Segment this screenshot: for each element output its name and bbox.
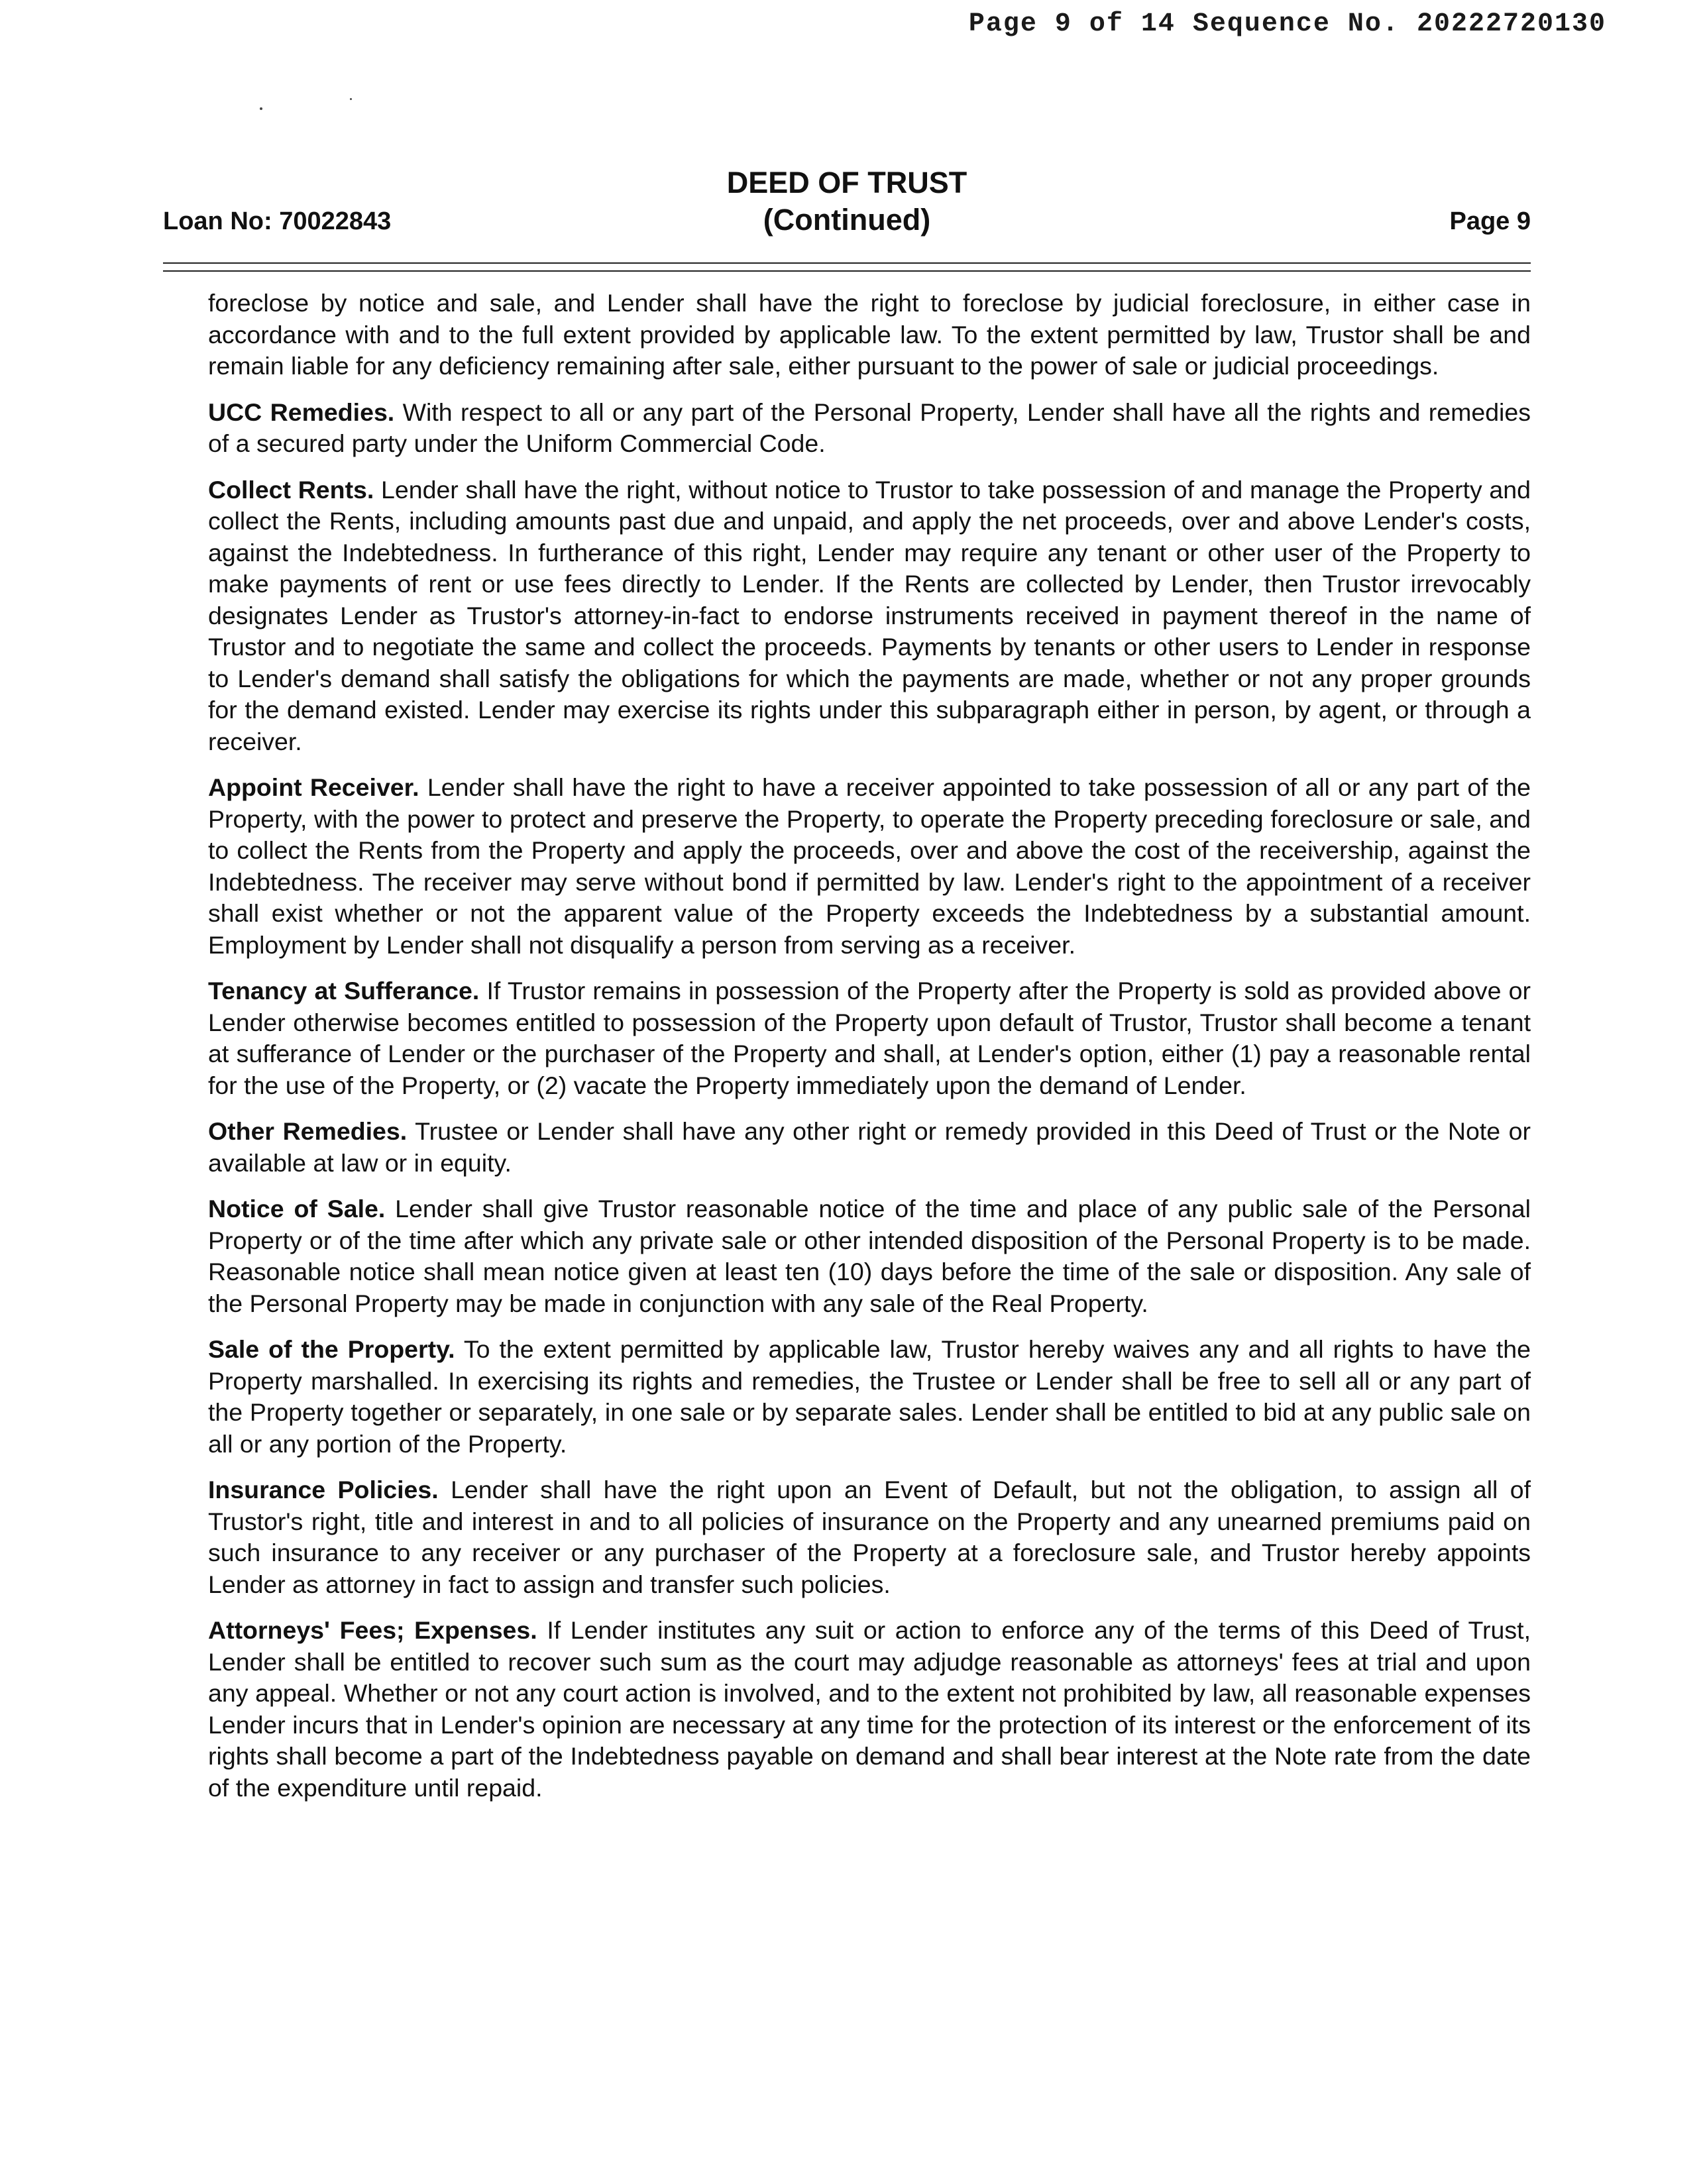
title-line-1: DEED OF TRUST — [726, 166, 967, 199]
paragraph-foreclosure-continued — [208, 288, 1531, 382]
paragraph-text: Trustee or Lender shall have any other right or remedy provided in this Deed of Trust or the Note or available at law or in equity. — [208, 1117, 1531, 1177]
paragraph-notice-of-sale — [208, 1193, 1531, 1319]
document-body — [208, 288, 1531, 1818]
paragraph-ucc-remedies — [208, 397, 1531, 460]
title-line-2: (Continued) — [763, 203, 931, 237]
scan-speck — [350, 98, 352, 100]
paragraph-tenancy-at-sufferance — [208, 975, 1531, 1101]
loan-number: Loan No: 70022843 — [163, 207, 392, 235]
paragraph-heading: Appoint Receiver. — [208, 773, 419, 801]
paragraph-appoint-receiver — [208, 772, 1531, 961]
paragraph-insurance-policies — [208, 1474, 1531, 1600]
paragraph-heading: Attorneys' Fees; Expenses. — [208, 1616, 537, 1644]
paragraph-sale-of-the-property — [208, 1334, 1531, 1460]
paragraph-heading: UCC Remedies. — [208, 398, 395, 426]
header-rule-bottom — [163, 270, 1531, 272]
paragraph-text: Lender shall give Trustor reasonable notice of the time and place of any public sale of the Personal Property or of the time after which any private sale or other intended disposition of the Personal Property is to be made. Reasonable notice shall mean notice given at least ten (10) days before the time of the sale or disposition. Any sale of the Personal Property may be made in conjunction with any sale of the Real Property. — [208, 1195, 1531, 1317]
paragraph-collect-rents — [208, 474, 1531, 758]
paragraph-text: If Trustor remains in possession of the Property after the Property is sold as provided above or Lender otherwise becomes entitled to possession of the Property upon default of Trustor, Trustor shall become a tenant at sufferance of Lender or the purchaser of the Property and shall, at Lender's option, either (1) pay a reasonable rental for the use of the Property, or (2) vacate the Property immediately upon the demand of Lender. — [208, 977, 1531, 1099]
paragraph-text: Lender shall have the right to have a receiver appointed to take possession of all or any part of the Property, with the power to protect and preserve the Property, to operate the Property preceding foreclosure or sale, and to collect the Rents from the Property and apply the proceeds, over and above the cost of the receivership, against the Indebtedness. The receiver may serve without bond if permitted by law. Lender's right to the appointment of a receiver shall exist whether or not the apparent value of the Property exceeds the Indebtedness by a substantial amount. Employment by Lender shall not disqualify a person from serving as a receiver. — [208, 773, 1531, 959]
paragraph-heading: Sale of the Property. — [208, 1335, 455, 1363]
paragraph-text: Lender shall have the right, without notice to Trustor to take possession of and manage the Property and collect the Rents, including amounts past due and unpaid, and apply the net proceeds, over and above Lender's costs, against the Indebtedness. In furtherance of this right, Lender may require any tenant or other user of the Property to make payments of rent or use fees directly to Lender. If the Rents are collected by Lender, then Trustor irrevocably designates Lender as Trustor's attorney-in-fact to endorse instruments received in payment thereof in the name of Trustor and to negotiate the same and collect the proceeds. Payments by tenants or other users to Lender in response to Lender's demand shall satisfy the obligations for which the payments are made, whether or not any proper grounds for the demand existed. Lender may exercise its rights under this subparagraph either in person, by agent, or through a receiver. — [208, 475, 1531, 755]
paragraph-text: foreclose by notice and sale, and Lender shall have the right to foreclose by judicial foreclosure, in either case in accordance with and to the full extent provided by applicable law. To the extent permitted by law, Trustor shall be and remain liable for any deficiency remaining after sale, either pursuant to the power of sale or judicial proceedings. — [208, 289, 1531, 380]
paragraph-text: With respect to all or any part of the Personal Property, Lender shall have all the rights and remedies of a secured party under the Uniform Commercial Code. — [208, 398, 1531, 457]
document-header — [163, 164, 1531, 244]
paragraph-text: If Lender institutes any suit or action to enforce any of the terms of this Deed of Trust, Lender shall be entitled to recover such sum as the court may adjudge reasonable as attorneys' fees at trial and upon any appeal. Whether or not any court action is involved, and to the extent not prohibited by law, all reasonable expenses Lender incurs that in Lender's opinion are necessary at any time for the protection of its interest or the enforcement of its rights shall become a part of the Indebtedness payable on demand and shall bear interest at the Note rate from the date of the expenditure until repaid. — [208, 1616, 1531, 1802]
paragraph-heading: Other Remedies. — [208, 1117, 408, 1145]
paragraph-heading: Insurance Policies. — [208, 1476, 439, 1503]
paragraph-heading: Notice of Sale. — [208, 1195, 386, 1223]
page-number: Page 9 — [1449, 207, 1531, 235]
paragraph-text: Lender shall have the right upon an Event of Default, but not the obligation, to assign all of Trustor's right, title and interest in and to all policies of insurance on the Property and any unearned premiums paid on such insurance to any receiver or any purchaser of the Property at a foreclosure sale, and Trustor hereby appoints Lender as attorney in fact to assign and transfer such policies. — [208, 1476, 1531, 1598]
recording-stamp: Page 9 of 14 Sequence No. 20222720130 — [968, 9, 1606, 39]
paragraph-heading: Collect Rents. — [208, 475, 374, 504]
scan-speck — [260, 107, 262, 110]
paragraph-other-remedies — [208, 1116, 1531, 1179]
paragraph-heading: Tenancy at Sufferance. — [208, 977, 480, 1005]
header-rule-top — [163, 262, 1531, 264]
paragraph-text: To the extent permitted by applicable law, Trustor hereby waives any and all rights to have the Property marshalled. In exercising its rights and remedies, the Trustee or Lender shall be free to sell all or any part of the Property together or separately, in one sale or by separate sales. Lender shall be entitled to bid at any public sale on all or any portion of the Property. — [208, 1335, 1531, 1458]
paragraph-attorneys-fees-expenses — [208, 1615, 1531, 1804]
